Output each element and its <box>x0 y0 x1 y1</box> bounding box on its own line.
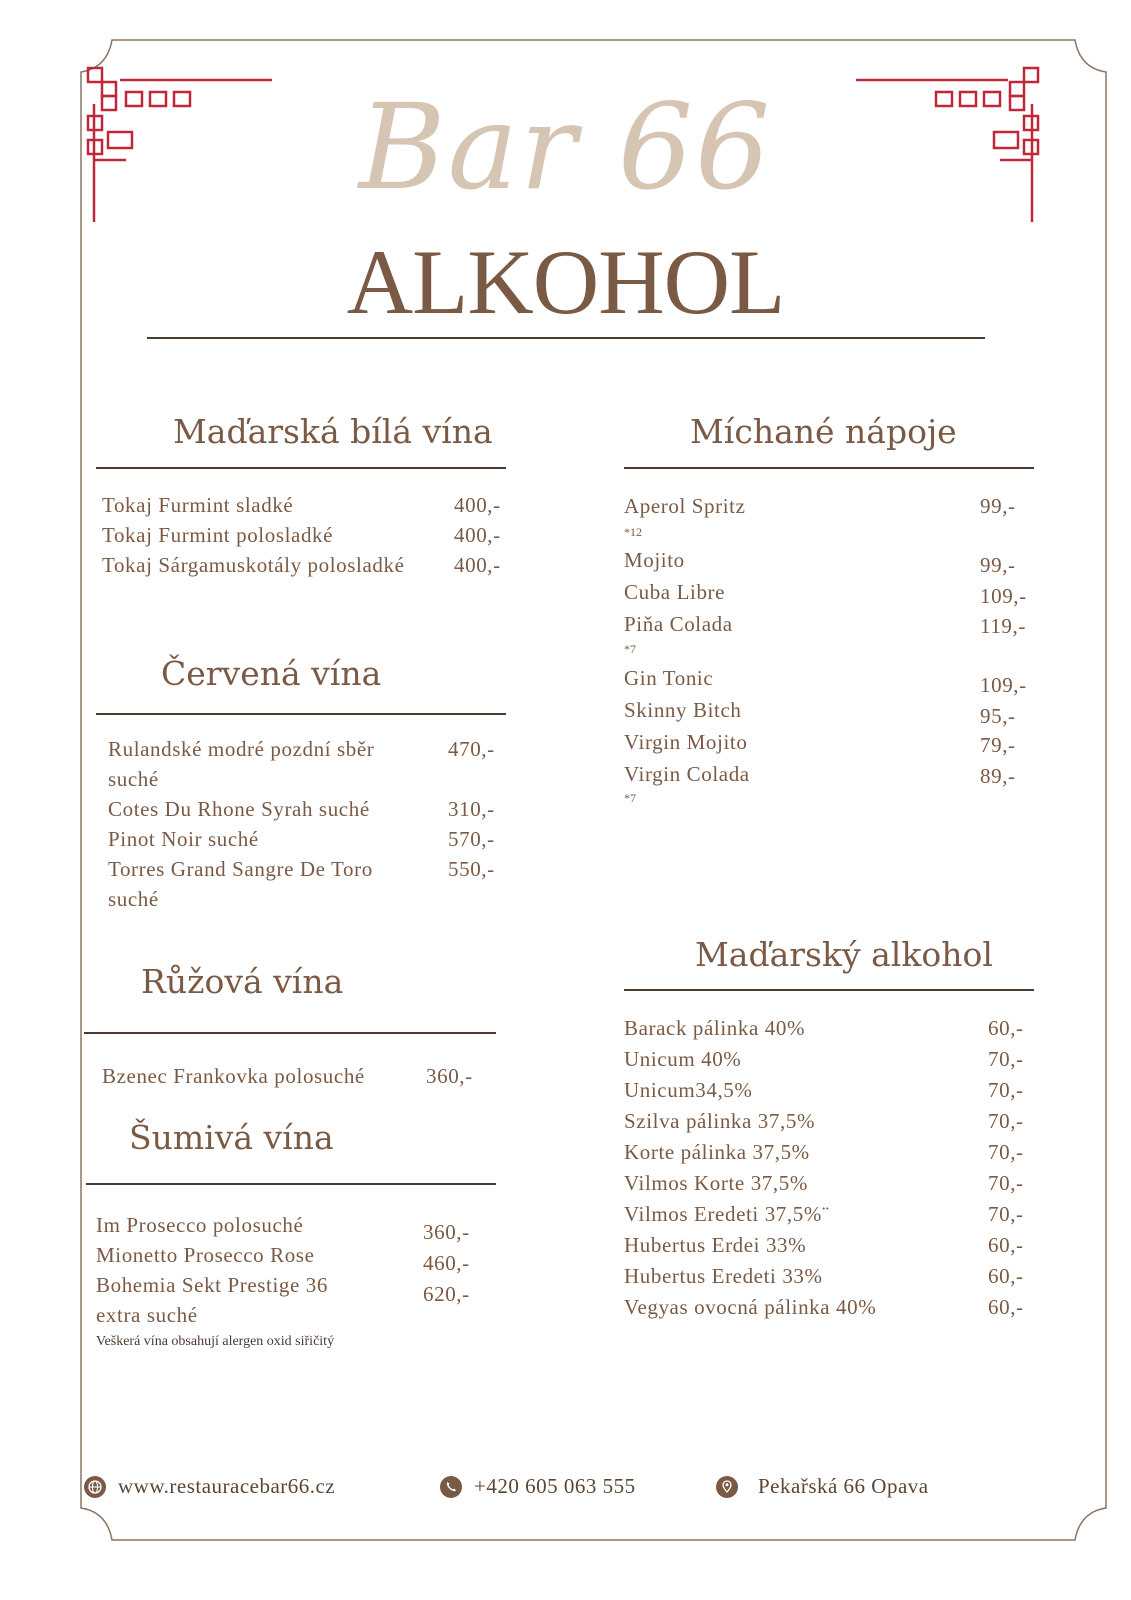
item-name: Gin Tonic <box>624 666 714 690</box>
item-name-line2: extra suché <box>96 1303 198 1327</box>
section-title-sparkling-wines: Šumivá vína <box>129 1118 334 1157</box>
item-price: 70,- <box>988 1202 1024 1226</box>
item-name: Vegyas ovocná pálinka 40% <box>624 1295 877 1319</box>
item-name: Torres Grand Sangre De Toro <box>108 857 373 881</box>
item-price: 79,- <box>980 733 1016 757</box>
footer-address <box>716 1474 929 1499</box>
item-price: 70,- <box>988 1109 1024 1133</box>
item-name-line2: suché <box>108 767 159 791</box>
section-title-hungarian-alcohol: Maďarský alkohol <box>695 935 993 974</box>
item-price: 119,- <box>980 614 1026 638</box>
phone-number[interactable]: +420 605 063 555 <box>474 1474 636 1498</box>
section-divider <box>624 467 1034 469</box>
item-name: Skinny Bitch <box>624 698 742 722</box>
allergen-note: *7 <box>624 642 636 656</box>
section-title-white-wines: Maďarská bílá vína <box>173 412 493 451</box>
section-divider <box>96 713 506 715</box>
item-name: Unicum34,5% <box>624 1078 753 1102</box>
allergen-footnote: Veškerá vína obsahují alergen oxid siřičitý <box>96 1334 335 1349</box>
item-name: Korte pálinka 37,5% <box>624 1140 810 1164</box>
section-divider <box>624 989 1034 991</box>
section-title-mixed-drinks: Míchané nápoje <box>690 412 957 451</box>
item-price: 460,- <box>423 1251 470 1275</box>
item-name: Bohemia Sekt Prestige 36 <box>96 1273 328 1297</box>
item-name: Unicum 40% <box>624 1047 742 1071</box>
item-name-line2: suché <box>108 887 159 911</box>
item-price: 109,- <box>980 673 1027 697</box>
item-name: Tokaj Sárgamuskotály polosladké <box>102 553 405 577</box>
item-price: 360,- <box>426 1064 473 1088</box>
globe-icon <box>84 1476 106 1498</box>
item-price: 400,- <box>454 553 501 577</box>
section-divider <box>96 467 506 469</box>
item-price: 470,- <box>448 737 495 761</box>
item-name: Hubertus Eredeti 33% <box>624 1264 823 1288</box>
item-price: 60,- <box>988 1016 1024 1040</box>
page-title: ALKOHOL <box>346 231 785 333</box>
item-price: 95,- <box>980 704 1016 728</box>
item-price: 89,- <box>980 764 1016 788</box>
item-name: Tokaj Furmint sladké <box>102 493 294 517</box>
footer-website[interactable] <box>84 1474 335 1499</box>
item-name: Mojito <box>624 548 685 572</box>
item-price: 70,- <box>988 1140 1024 1164</box>
item-price: 99,- <box>980 494 1016 518</box>
item-price: 99,- <box>980 553 1016 577</box>
item-name: Hubertus Erdei 33% <box>624 1233 807 1257</box>
item-price: 70,- <box>988 1171 1024 1195</box>
item-price: 109,- <box>980 584 1027 608</box>
item-name: Virgin Mojito <box>624 730 748 754</box>
location-pin-icon <box>716 1476 738 1498</box>
item-price: 60,- <box>988 1295 1024 1319</box>
item-price: 60,- <box>988 1264 1024 1288</box>
item-price: 400,- <box>454 523 501 547</box>
item-price: 400,- <box>454 493 501 517</box>
item-name: Piňa Colada <box>624 612 733 636</box>
item-name: Pinot Noir suché <box>108 827 259 851</box>
section-title-red-wines: Červená vína <box>161 654 382 693</box>
item-price: 70,- <box>988 1078 1024 1102</box>
item-price: 550,- <box>448 857 495 881</box>
item-name: Virgin Colada <box>624 762 750 786</box>
item-name: Szilva pálinka 37,5% <box>624 1109 816 1133</box>
logo-text: Bar 66 <box>358 78 773 216</box>
item-name: Im Prosecco polosuché <box>96 1213 304 1237</box>
item-price: 620,- <box>423 1282 470 1306</box>
allergen-note: *12 <box>624 525 642 539</box>
footer-phone[interactable] <box>440 1474 636 1499</box>
item-price: 570,- <box>448 827 495 851</box>
item-price: 60,- <box>988 1233 1024 1257</box>
item-name: Cotes Du Rhone Syrah suché <box>108 797 370 821</box>
item-price: 310,- <box>448 797 495 821</box>
item-name: Cuba Libre <box>624 580 726 604</box>
allergen-note: *7 <box>624 791 636 805</box>
item-name: Aperol Spritz <box>624 494 746 518</box>
website-link[interactable]: www.restauracebar66.cz <box>118 1474 336 1498</box>
item-name: Tokaj Furmint polosladké <box>102 523 334 547</box>
address-text: Pekařská 66 Opava <box>758 1474 929 1498</box>
title-divider <box>147 337 985 339</box>
item-name: Bzenec Frankovka polosuché <box>102 1064 365 1088</box>
section-title-rose-wines: Růžová vína <box>141 962 344 1001</box>
item-price: 70,- <box>988 1047 1024 1071</box>
item-name: Barack pálinka 40% <box>624 1016 806 1040</box>
item-name: Vilmos Korte 37,5% <box>624 1171 808 1195</box>
item-name: Vilmos Eredeti 37,5%¨ <box>624 1202 830 1226</box>
section-divider <box>86 1183 496 1185</box>
phone-icon <box>440 1476 462 1498</box>
item-name: Mionetto Prosecco Rose <box>96 1243 315 1267</box>
section-divider <box>84 1032 496 1034</box>
item-name: Rulandské modré pozdní sběr <box>108 737 375 761</box>
item-price: 360,- <box>423 1220 470 1244</box>
